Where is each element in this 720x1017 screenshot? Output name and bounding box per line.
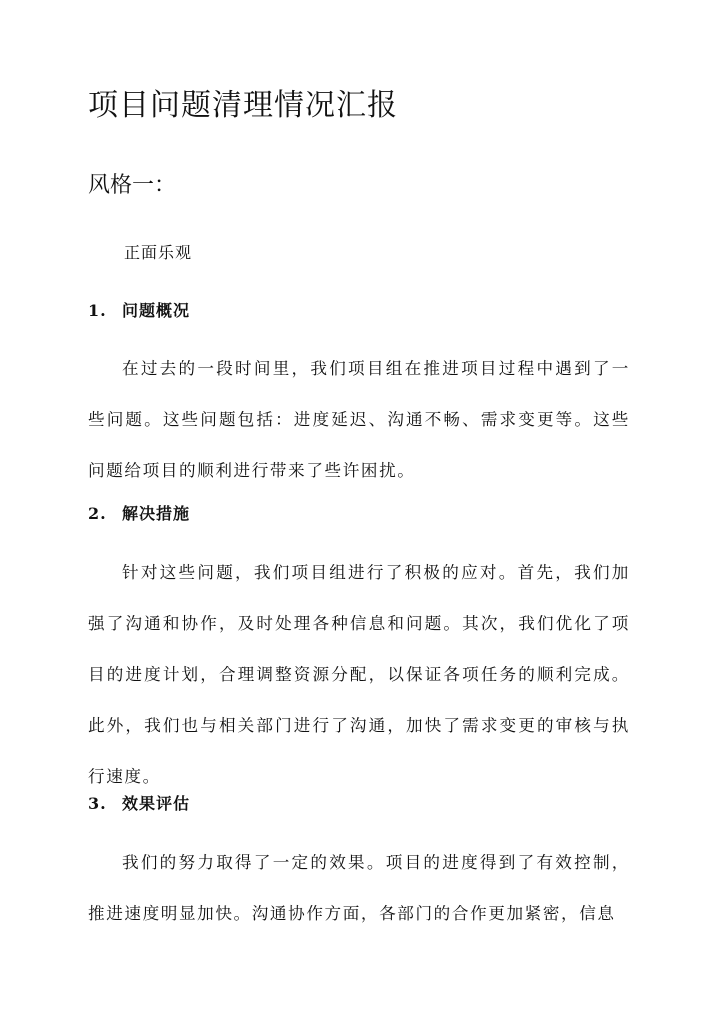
section-paragraph-measures: 针对这些问题，我们项目组进行了积极的应对。首先，我们加强了沟通和协作，及时处理各种信息和问题。其次，我们优化了项目的进度计划，合理调整资源分配，以保证各项任务的顺利完成。此外，我们也与相关部门进行了沟通，加快了需求变更的审核与执行速度。	[88, 563, 630, 786]
section-paragraph-evaluation: 我们的努力取得了一定的效果。项目的进度得到了有效控制，推进速度明显加快。沟通协作方面，各部门的合作更加紧密，信息	[88, 853, 630, 923]
document-title: 项目问题清理情况汇报	[88, 88, 398, 123]
section-number: 1.	[88, 301, 107, 320]
style-subtitle: 正面乐观	[124, 243, 193, 262]
section-heading-text: 问题概况	[122, 301, 191, 320]
style-heading: 风格一：	[88, 173, 177, 198]
section-heading-text: 效果评估	[122, 794, 191, 813]
section-number: 3.	[88, 794, 107, 813]
section-heading-overview	[88, 299, 190, 323]
section-number: 2.	[88, 504, 107, 523]
section-heading-evaluation	[88, 792, 190, 816]
section-heading-text: 解决措施	[122, 504, 191, 523]
section-paragraph-overview: 在过去的一段时间里，我们项目组在推进项目过程中遇到了一些问题。这些问题包括：进度延迟、沟通不畅、需求变更等。这些问题给项目的顺利进行带来了些许困扰。	[88, 359, 630, 480]
section-heading-measures	[88, 502, 190, 526]
